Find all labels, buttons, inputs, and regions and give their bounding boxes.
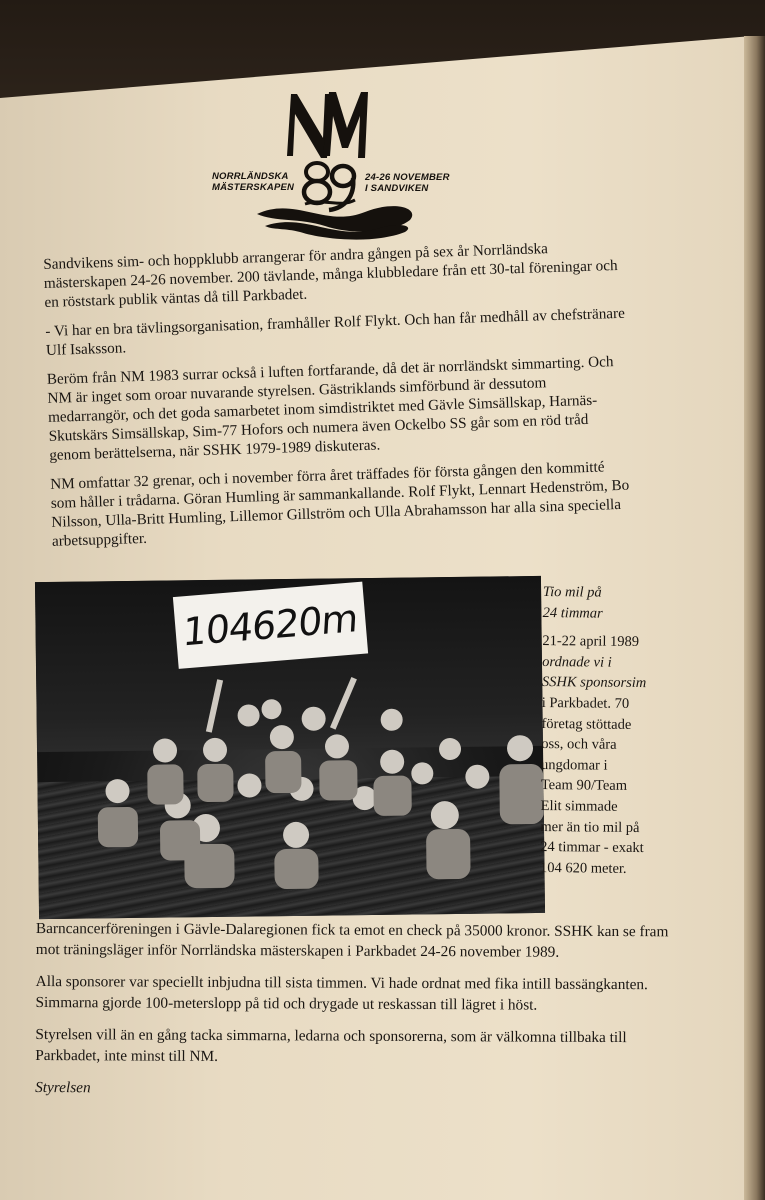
caption-line: mer än tio mil på [540, 818, 640, 836]
caption-title-line: Tio mil på [542, 583, 602, 601]
caption-line: 24 timmar - exakt [540, 839, 644, 857]
caption-line: 21-22 april 1989 [542, 633, 640, 651]
photo-swimmers [36, 636, 545, 919]
distance-sign-text: 104620m [181, 595, 360, 655]
caption-title-line: 24 timmar [542, 604, 603, 622]
signoff: Styrelsen [35, 1078, 91, 1097]
logo-right-line-1: 24-26 NOVEMBER [365, 172, 450, 183]
caption-line: oss, och våra [541, 736, 617, 753]
logo-left-text [212, 171, 295, 193]
nm89-logo-graphic [205, 86, 460, 240]
swimmers-photo [35, 576, 545, 919]
caption-line: företag stöttade [541, 715, 632, 733]
paragraph: Alla sponsorer var speciellt inbjudna till sista timmen. Vi hade ordnat med fika intill bassängkanten. Simmarna gjorde 100-meterslopp på tid och drygade ut reskassan till lägret i höst. [35, 972, 648, 1014]
paragraph: Sandvikens sim- och hoppklubb arrangerar för andra gången på sex år Norrländska mästerskapen 24-26 november. 200 tävlande, många klubbledare från ett 30-tal föreningar och en röststark publik väntas då till Parkbadet. [43, 240, 618, 311]
caption-line: Elit simmade [540, 797, 618, 815]
caption-line: 104 620 meter. [539, 859, 627, 877]
logo-left-line-2: MÄSTERSKAPEN [212, 182, 295, 193]
caption-line: ordnade vi i [542, 653, 612, 671]
photo-caption [540, 582, 703, 880]
outro-text [35, 918, 696, 1112]
paragraph: Styrelsen vill än en gång tacka simmarna, ledarna och sponsorerna, som är välkomna tillbaka till Parkbadet, inte minst till NM. [35, 1025, 627, 1065]
caption-line: SSHK sponsorsim [541, 674, 647, 692]
intro-text [43, 237, 632, 561]
paragraph: Barncancerföreningen i Gävle-Dalaregionen fick ta emot en check på 35000 kronor. SSHK kan se fram mot träningsläger inför Norrländska mästerskapen i Parkbadet 24-26 november 1989. [35, 920, 669, 961]
caption-line: ungdomar i [541, 756, 608, 774]
nm89-logo [205, 86, 460, 240]
logo-right-line-2: I SANDVIKEN [365, 183, 429, 194]
paragraph: NM omfattar 32 grenar, och i november förra året träffades för första gången den kommitté som håller i trådarna. Göran Humling är sammankallande. Rolf Flykt, Lennart Hedenström, Bo Nilsson, Ulla-Britt Humling, Lillemor Gillström och Ulla Abrahamsson har alla sina speciella arbetsuppgifter. [49, 458, 630, 550]
caption-line: Team 90/Team [540, 777, 628, 795]
logo-left-line-1: NORRLÄNDSKA [212, 171, 289, 182]
caption-body [540, 631, 703, 880]
caption-line: i Parkbadet. 70 [541, 694, 630, 712]
logo-right-text [365, 172, 465, 194]
paragraph: - Vi har en bra tävlingsorganisation, framhåller Rolf Flykt. Och han får medhåll av chefstränare Ulf Isaksson. [45, 304, 626, 359]
caption-title [543, 582, 703, 625]
paragraph: Beröm från NM 1983 surrar också i luften fortfarande, då det är norrländskt simmarting. Och NM är inget som oroar nuvarande styrelsen. Gästriklands simförbund är dessutom medarrangör, och det goda samarbetet inom simdistriktet med Gävle Simsällskap, Harnäs-Skutskärs Simsällskap, Sim-77 Hofors och numera även Ockelbo SS går som en röd tråd genom berättelserna, när SSHK 1979-1989 diskuteras. [46, 353, 614, 464]
